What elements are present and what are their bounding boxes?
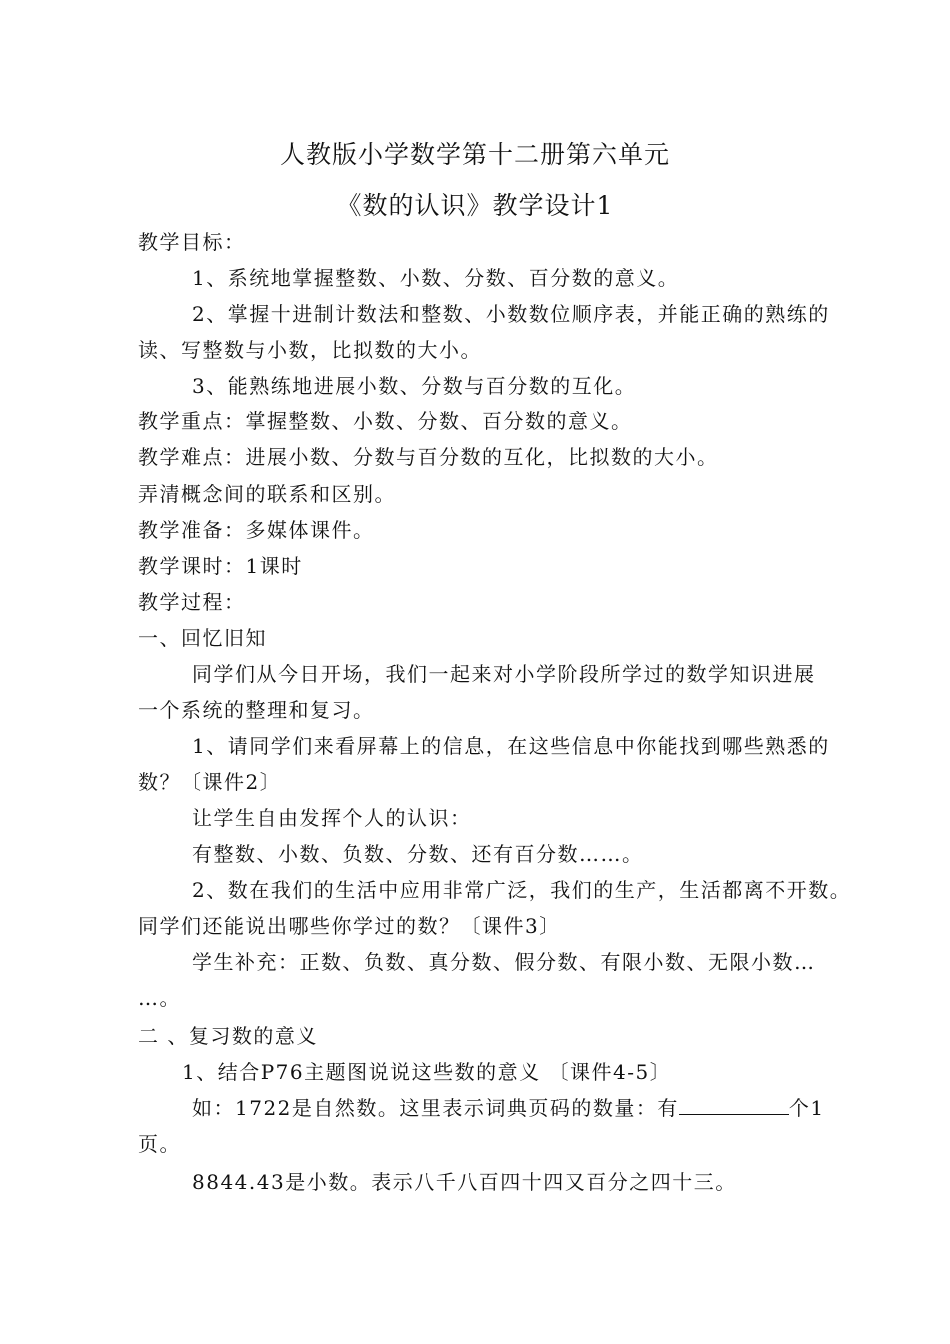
preparation: 教学准备：多媒体课件。 xyxy=(138,518,375,542)
goal-1: 1、系统地掌握整数、小数、分数、百分数的意义。 xyxy=(192,266,680,290)
section-2-example-line-1 xyxy=(192,1092,825,1121)
section-1-item-1-line-2: 数？〔课件2〕 xyxy=(138,770,282,794)
section-1-item-2-line-1: 2、数在我们的生活中应用非常广泛，我们的生产，生活都离不开数。 xyxy=(192,878,852,902)
section-1-free-line: 让学生自由发挥个人的认识： xyxy=(192,806,472,830)
section-1-heading: 一、回忆旧知 xyxy=(138,626,267,650)
document-subtitle: 《数的认识》教学设计1 xyxy=(336,191,614,220)
key-point: 教学重点：掌握整数、小数、分数、百分数的意义。 xyxy=(138,409,633,433)
section-1-item-2-line-2: 同学们还能说出哪些你学过的数？〔课件3〕 xyxy=(138,914,561,938)
section-1-supplement-line-1: 学生补充：正数、负数、真分数、假分数、有限小数、无限小数… xyxy=(192,950,816,974)
section-2-example-2: 8844.43是小数。表示八千八百四十四又百分之四十三。 xyxy=(192,1170,737,1194)
goals-heading: 教学目标： xyxy=(138,230,246,254)
section-1-numbers-line: 有整数、小数、负数、分数、还有百分数……。 xyxy=(192,842,644,866)
fill-in-blank xyxy=(679,1096,789,1115)
section-1-supplement-line-2: …。 xyxy=(138,986,181,1010)
process-heading: 教学过程： xyxy=(138,590,246,614)
class-hours: 教学课时：1课时 xyxy=(138,554,303,578)
goal-3: 3、能熟练地进展小数、分数与百分数的互化。 xyxy=(192,374,637,398)
section-2-example-line-2: 页。 xyxy=(138,1132,181,1156)
section-2-heading: 二 、复习数的意义 xyxy=(138,1024,318,1048)
section-2-item-1: 1、结合P76主题图说说这些数的意义 〔课件4-5〕 xyxy=(182,1060,672,1084)
concepts-line: 弄清概念间的联系和区别。 xyxy=(138,482,396,506)
document-title: 人教版小学数学第十二册第六单元 xyxy=(279,140,670,169)
section-1-para-line-2: 一个系统的整理和复习。 xyxy=(138,698,375,722)
example-text-before-blank: 如：1722是自然数。这里表示词典页码的数量：有 xyxy=(192,1096,679,1120)
section-1-item-1-line-1: 1、请同学们来看屏幕上的信息，在这些信息中你能找到哪些熟悉的 xyxy=(192,734,830,758)
example-text-after-blank: 个1 xyxy=(788,1096,825,1120)
goal-2-line-2: 读、写整数与小数，比拟数的大小。 xyxy=(138,338,482,362)
section-1-para-line-1: 同学们从今日开场，我们一起来对小学阶段所学过的数学知识进展 xyxy=(192,662,816,686)
goal-2-line-1: 2、掌握十进制计数法和整数、小数数位顺序表，并能正确的熟练的 xyxy=(192,302,830,326)
difficulty: 教学难点：进展小数、分数与百分数的互化，比拟数的大小。 xyxy=(138,445,719,469)
